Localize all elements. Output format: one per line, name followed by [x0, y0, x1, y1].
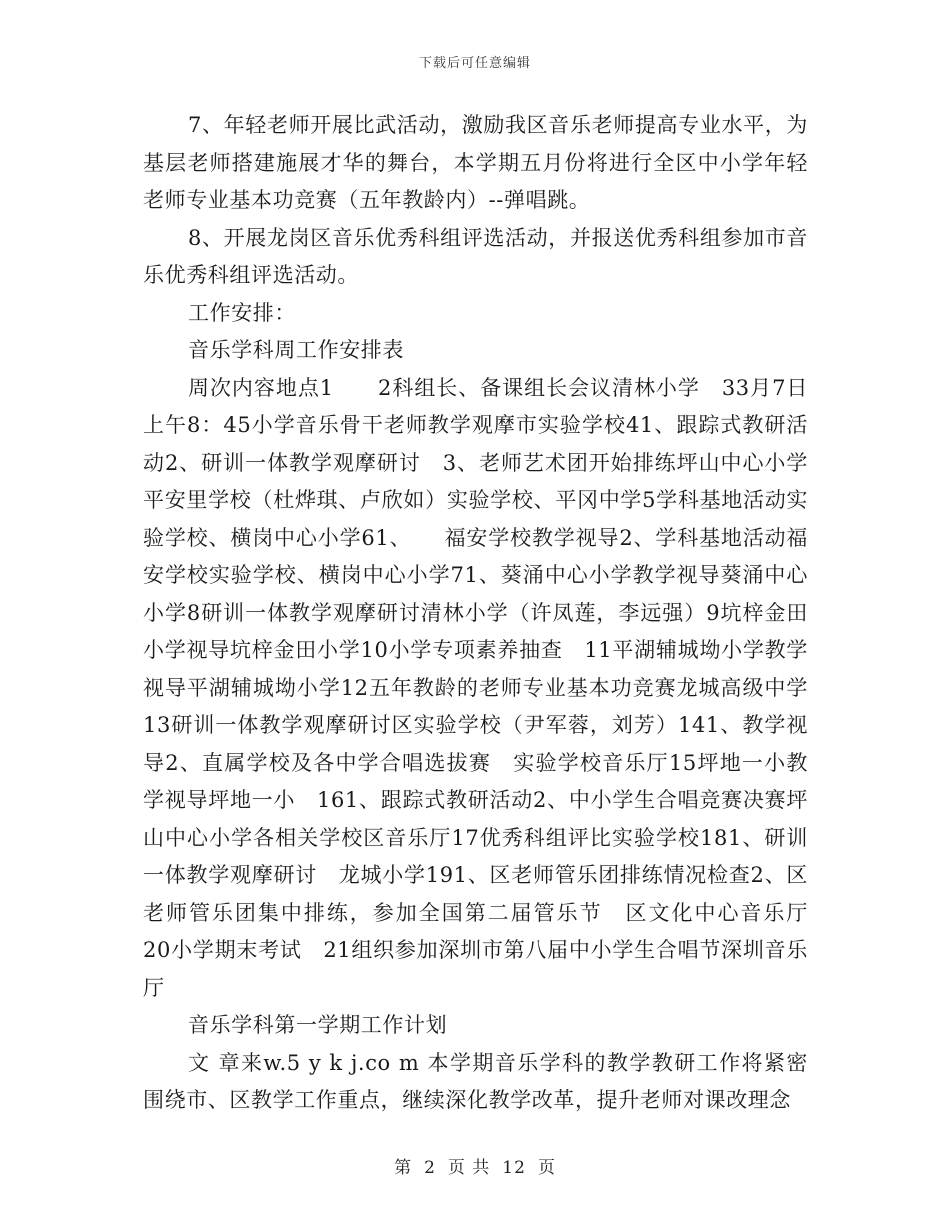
weekly-schedule-body: 周次内容地点1 2科组长、备课组长会议清林小学 33月7日上午8：45小学音乐骨干老师教学观摩市实验学校41、跟踪式教研活动2、研训一体教学观摩研讨 3、老师艺术团开始排练坪山中心小学平安里学校（杜烨琪、卢欣如）实验学校、平冈中学5学科基地活动实验学校、横岗中心小学61、 福安学校教学视导2、学科基地活动福安学校实验学校、横岗中心小学71、葵涌中心小学教学视导葵涌中心小学8研训一体教学观摩研讨清林小学（许凤莲，李远强）9坑梓金田小学视导坑梓金田小学10小学专项素养抽查 11平湖辅城坳小学教学视导平湖辅城坳小学12五年教龄的老师专业基本功竞赛龙城高级中学13研训一体教学观摩研讨区实验学校（尹军蓉，刘芳）141、教学视导2、直属学校及各中学合唱选拔赛 实验学校音乐厅15坪地一小教学视导坪地一小 161、跟踪式教研活动2、中小学生合唱竞赛决赛坪山中心小学各相关学校区音乐厅17优秀科组评比实验学校181、研训一体教学观摩研讨 龙城小学191、区老师管乐团排练情况检查2、区老师管乐团集中排练，参加全国第二届管乐节 区文化中心音乐厅 20小学期末考试 21组织参加深圳市第八届中小学生合唱节深圳音乐厅 — [143, 375, 852, 1000]
footer-middle: 页 共 — [447, 1158, 491, 1178]
footer-total-pages: 12 — [502, 1158, 526, 1178]
paragraph-item-7: 7、年轻老师开展比武活动，激励我区音乐老师提高专业水平，为基层老师搭建施展才华的舞台，本学期五月份将进行全区中小学年轻老师专业基本功竞赛（五年教龄内）--弹唱跳。 — [143, 113, 808, 212]
work-arrangement-heading: 工作安排： — [188, 300, 296, 325]
footer-prefix: 第 — [394, 1158, 413, 1178]
footer-suffix: 页 — [537, 1158, 556, 1178]
document-body — [143, 107, 852, 1120]
section-title: 音乐学科第一学期工作计划 — [188, 1013, 448, 1037]
weekly-schedule-title: 音乐学科周工作安排表 — [188, 338, 404, 362]
footer-page-number: 2 — [424, 1158, 436, 1178]
page-header: 下载后可任意编辑 — [418, 56, 531, 71]
paragraph-item-8: 8、开展龙岗区音乐优秀科组评选活动，并报送优秀科组参加市音乐优秀科组评选活动。 — [143, 225, 808, 287]
page-footer — [0, 1153, 950, 1178]
intro-paragraph: 文 章来w.5 y k j.co m 本学期音乐学科的教学教研工作将紧密围绕市、区教学工作重点，继续深化教学改革，提升老师对课改理念 — [143, 1050, 808, 1112]
